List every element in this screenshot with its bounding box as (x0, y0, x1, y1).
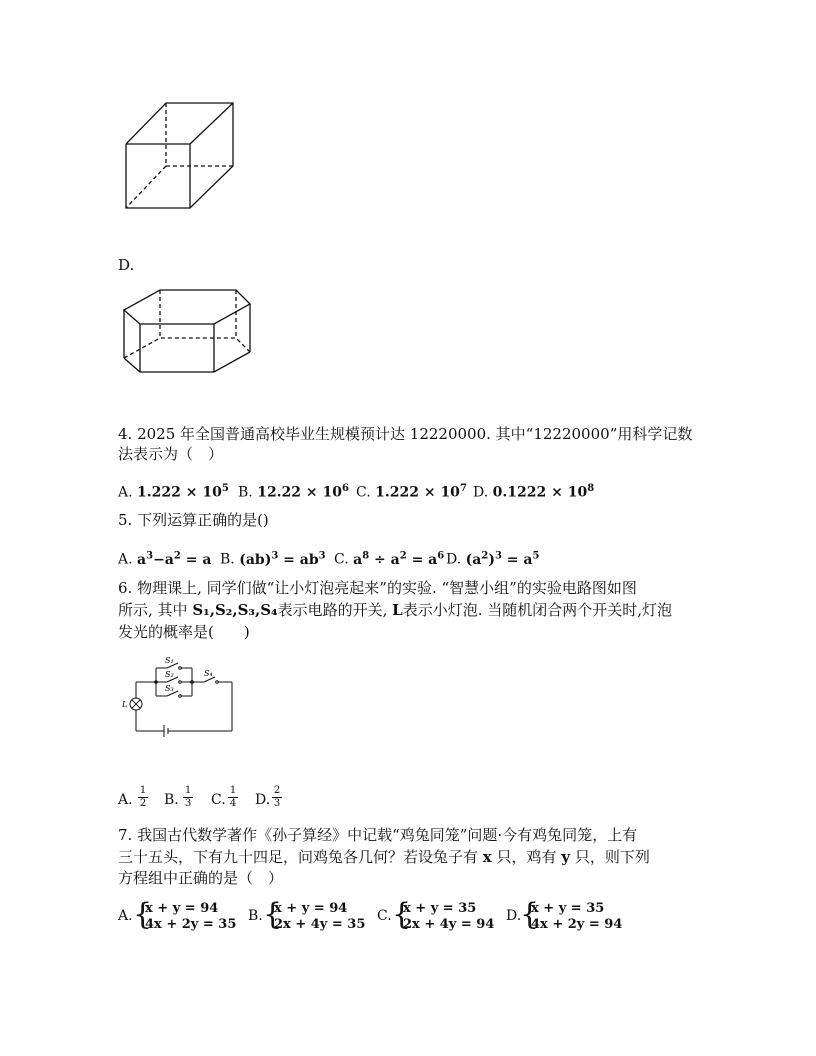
q6-option-c[interactable] (211, 790, 226, 810)
q6-option-d-fraction (271, 786, 283, 809)
q7-option-a-label[interactable]: A. (118, 908, 133, 924)
hexagonal-prism-figure (118, 286, 258, 382)
denominator: 3 (184, 798, 192, 809)
numerator: 1 (139, 785, 147, 796)
numerator: 2 (273, 785, 281, 796)
variable-y: y (561, 848, 571, 866)
q7-option-d-brace: { (520, 897, 540, 932)
stem-text: 表示小灯泡. 当随机闭合两个开关时,灯泡 (402, 601, 673, 619)
q6-option-a-fraction (137, 786, 149, 809)
circuit-label-s2: S₂ (165, 670, 174, 679)
question-7-stem-line2 (118, 847, 650, 868)
q6-option-d[interactable] (255, 790, 270, 810)
q7-option-b-eq1: x + y = 94 (274, 901, 348, 916)
circuit-diagram (118, 654, 240, 740)
q7-option-b-eq2: 2x + 4y = 35 (274, 917, 366, 932)
exponent: 2 (481, 550, 489, 561)
question-6-stem-line2 (118, 600, 672, 621)
exponent: 8 (362, 550, 370, 561)
q7-option-b-label[interactable]: B. (248, 908, 263, 924)
stem-text: 所示, 其中 (118, 601, 188, 619)
exponent: 5 (221, 483, 229, 494)
option-label: B. (238, 484, 253, 501)
option-math: 1.222 × 10 (375, 484, 460, 501)
math-part: a (353, 551, 363, 568)
option-label: D. (473, 484, 489, 501)
option-label: C. (356, 484, 371, 501)
option-label: D. (446, 551, 462, 568)
stem-text: 三十五头，下有九十四足，问鸡兔各几何？若设兔子有 (118, 848, 479, 866)
q7-option-a-eq1: x + y = 94 (145, 901, 219, 916)
variable-x: x (482, 848, 492, 866)
rectangular-prism-figure (118, 96, 240, 214)
switch-symbols: S₁,S₂,S₃,S₄ (192, 601, 278, 619)
q4-option-b[interactable] (238, 479, 349, 503)
q7-option-a-brace: { (133, 897, 153, 932)
question-7-stem-line3: 方程组中正确的是（ ） (118, 869, 284, 887)
option-math: 1.222 × 10 (137, 484, 222, 501)
math-part: = a (180, 551, 212, 568)
exponent: 7 (459, 483, 467, 494)
exponent: 2 (399, 550, 407, 561)
math-part: (ab) (239, 551, 272, 568)
math-part: = a (501, 551, 533, 568)
denominator: 3 (273, 798, 281, 809)
exponent: 2 (173, 550, 181, 561)
q5-option-c[interactable] (334, 546, 444, 570)
question-6-stem-line3: 发光的概率是( ) (118, 623, 250, 641)
exponent: 6 (437, 550, 445, 561)
option-math: 12.22 × 10 (257, 484, 343, 501)
option-label: A. (118, 792, 133, 808)
math-part: a (137, 551, 147, 568)
option-label: A. (118, 484, 133, 501)
exponent: 3 (271, 550, 279, 561)
q7-option-d-eq1: x + y = 35 (531, 901, 605, 916)
option-label: D. (255, 792, 271, 808)
option-d-label: D. (118, 256, 135, 274)
stem-text: 只，鸡有 (496, 848, 557, 866)
q5-option-a[interactable] (118, 546, 211, 570)
option-label: A. (118, 551, 133, 568)
q7-option-c-label[interactable]: C. (377, 908, 392, 924)
q7-option-c-brace: { (392, 897, 412, 932)
q7-option-b-brace: { (263, 897, 283, 932)
question-4-stem-line1: 4. 2025 年全国普通高校毕业生规模预计达 12220000. 其中“12220000”用科学记数 (118, 425, 693, 443)
circuit-label-l: L (122, 700, 128, 709)
q7-option-a-eq2: 4x + 2y = 35 (145, 917, 237, 932)
exponent: 5 (532, 550, 540, 561)
exponent: 8 (587, 483, 595, 494)
q7-option-d-eq2: 4x + 2y = 94 (531, 917, 623, 932)
denominator: 4 (229, 798, 237, 809)
question-7-stem-line1: 7. 我国古代数学著作《孙子算经》中记载“鸡兔同笼”问题·今有鸡兔同笼，上有 (118, 826, 638, 844)
stem-text: 只，则下列 (574, 848, 650, 866)
option-math: 0.1222 × 10 (492, 484, 588, 501)
q5-option-b[interactable] (220, 546, 326, 570)
denominator: 2 (139, 798, 147, 809)
q7-option-d-label[interactable]: D. (506, 908, 522, 924)
stem-text: 表示电路的开关, (277, 601, 388, 619)
circuit-label-s1: S₁ (165, 656, 174, 665)
math-part: ÷ a (369, 551, 400, 568)
q4-option-c[interactable] (356, 479, 467, 503)
q5-option-d[interactable] (446, 546, 539, 570)
q6-option-b[interactable] (164, 790, 179, 810)
numerator: 1 (184, 785, 192, 796)
exponent: 6 (342, 483, 349, 494)
question-5-stem: 5. 下列运算正确的是() (118, 511, 269, 529)
q6-option-b-fraction (182, 786, 194, 809)
math-part: −a (153, 551, 174, 568)
q7-option-c-eq1: x + y = 35 (403, 901, 477, 916)
q4-option-a[interactable] (118, 479, 229, 503)
math-part: ) (488, 551, 495, 568)
question-4-stem-line2: 法表示为（ ） (118, 445, 224, 463)
option-label: C. (334, 551, 349, 568)
option-label: B. (220, 551, 235, 568)
math-part: (a (465, 551, 482, 568)
exponent: 3 (494, 550, 502, 561)
math-part: = ab (278, 551, 319, 568)
lamp-symbol: L (392, 601, 403, 619)
option-label: C. (211, 792, 226, 808)
q6-option-a[interactable] (118, 790, 133, 810)
circuit-label-s4: S₄ (204, 669, 213, 678)
exponent: 3 (318, 550, 326, 561)
q4-option-d[interactable] (473, 479, 594, 503)
numerator: 1 (229, 785, 237, 796)
question-6-stem-line1: 6. 物理课上, 同学们做“让小灯泡亮起来”的实验. “智慧小组”的实验电路图如图 (118, 579, 637, 597)
exponent: 3 (146, 550, 154, 561)
q7-option-c-eq2: 2x + 4y = 94 (403, 917, 495, 932)
math-part: = a (406, 551, 438, 568)
option-label: B. (164, 792, 179, 808)
circuit-label-s3: S₃ (165, 684, 174, 693)
q6-option-c-fraction (227, 786, 239, 809)
